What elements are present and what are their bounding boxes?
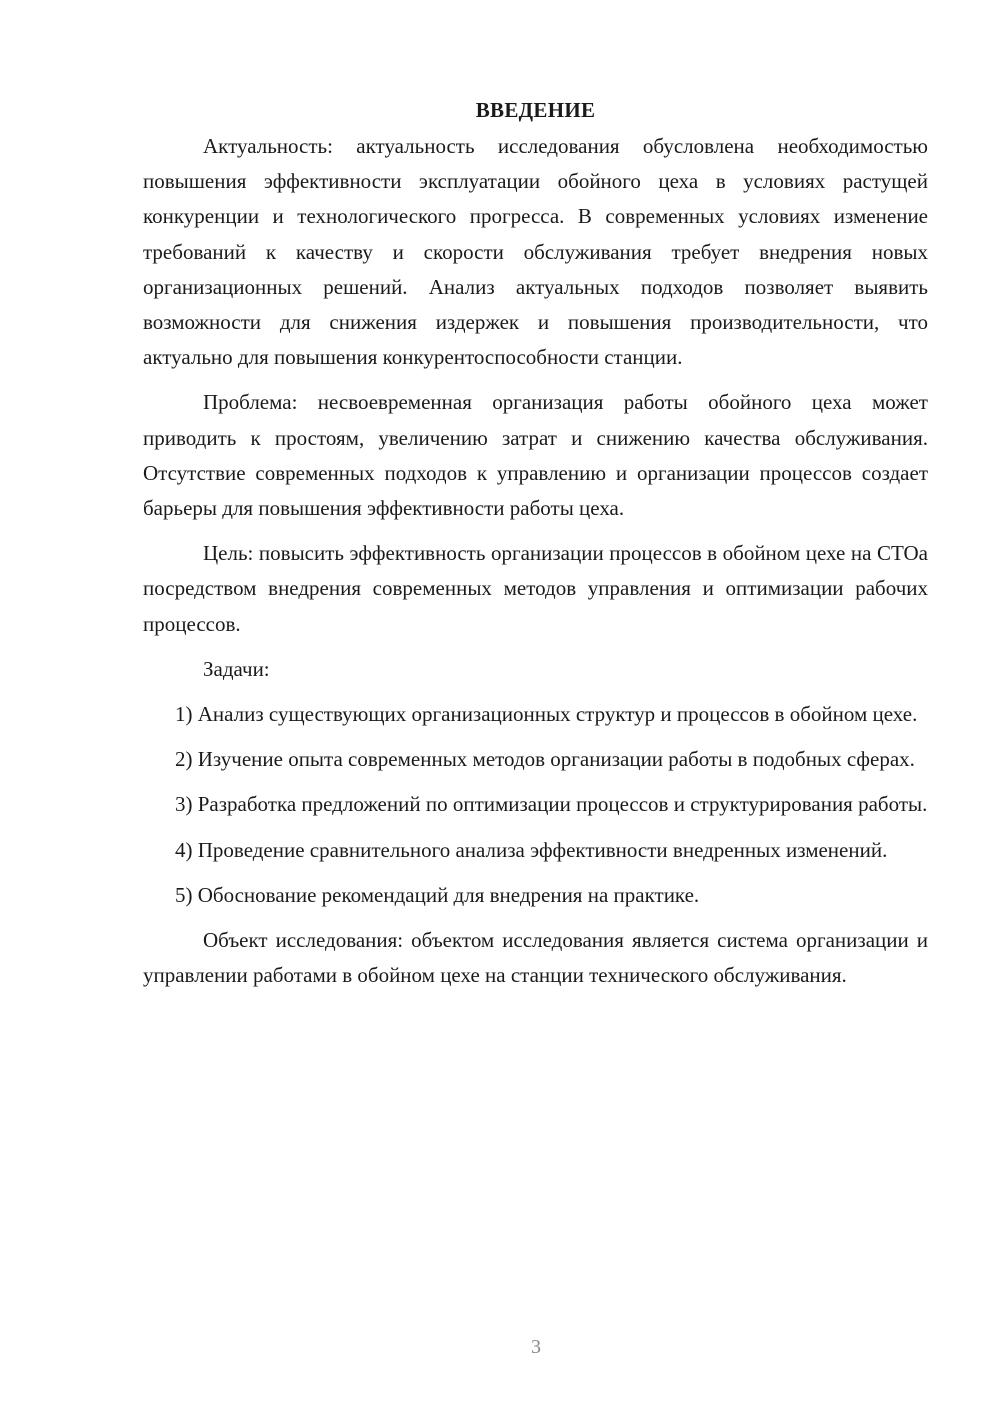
problem-paragraph: Проблема: несвоевременная организация работы обойного цеха может приводить к простоям, увеличению затрат и снижению качества обслуживания. Отсутствие современных подходов к управлению и организации процессов создает барьеры для повышения эффективности работы цеха. — [143, 390, 928, 521]
object-paragraph: Объект исследования: объектом исследования является система организации и управлении работами в обойном цехе на станции технического обслуживания. — [143, 928, 928, 988]
task-item-1: 1) Анализ существующих организационных структур и процессов в обойном цехе. — [175, 702, 918, 727]
task-item-3: 3) Разработка предложений по оптимизации процессов и структурирования работы. — [175, 792, 928, 817]
goal-paragraph: Цель: повысить эффективность организации процессов в обойном цехе на СТОа посредством внедрения современных методов управления и оптимизации рабочих процессов. — [143, 541, 928, 636]
page-content — [143, 92, 928, 1003]
task-item-2: 2) Изучение опыта современных методов организации работы в подобных сферах. — [175, 747, 915, 772]
relevance-paragraph: Актуальность: актуальность исследования обусловлена необходимостью повышения эффективности эксплуатации обойного цеха в условиях растущей конкуренции и технологического прогресса. В современных условиях изменение требований к качеству и скорости обслуживания требует внедрения новых организационных решений. Анализ актуальных подходов позволяет выявить возможности для снижения издержек и повышения производительности, что актуально для повышения конкурентоспособности станции. — [143, 134, 928, 370]
tasks-heading: Задачи: — [203, 656, 270, 681]
section-title: ВВЕДЕНИЕ — [475, 98, 596, 122]
task-item-5: 5) Обоснование рекомендаций для внедрения на практике. — [175, 882, 700, 907]
page-number: 3 — [531, 1336, 541, 1358]
task-item-4: 4) Проведение сравнительного анализа эффективности внедренных изменений. — [175, 837, 888, 862]
